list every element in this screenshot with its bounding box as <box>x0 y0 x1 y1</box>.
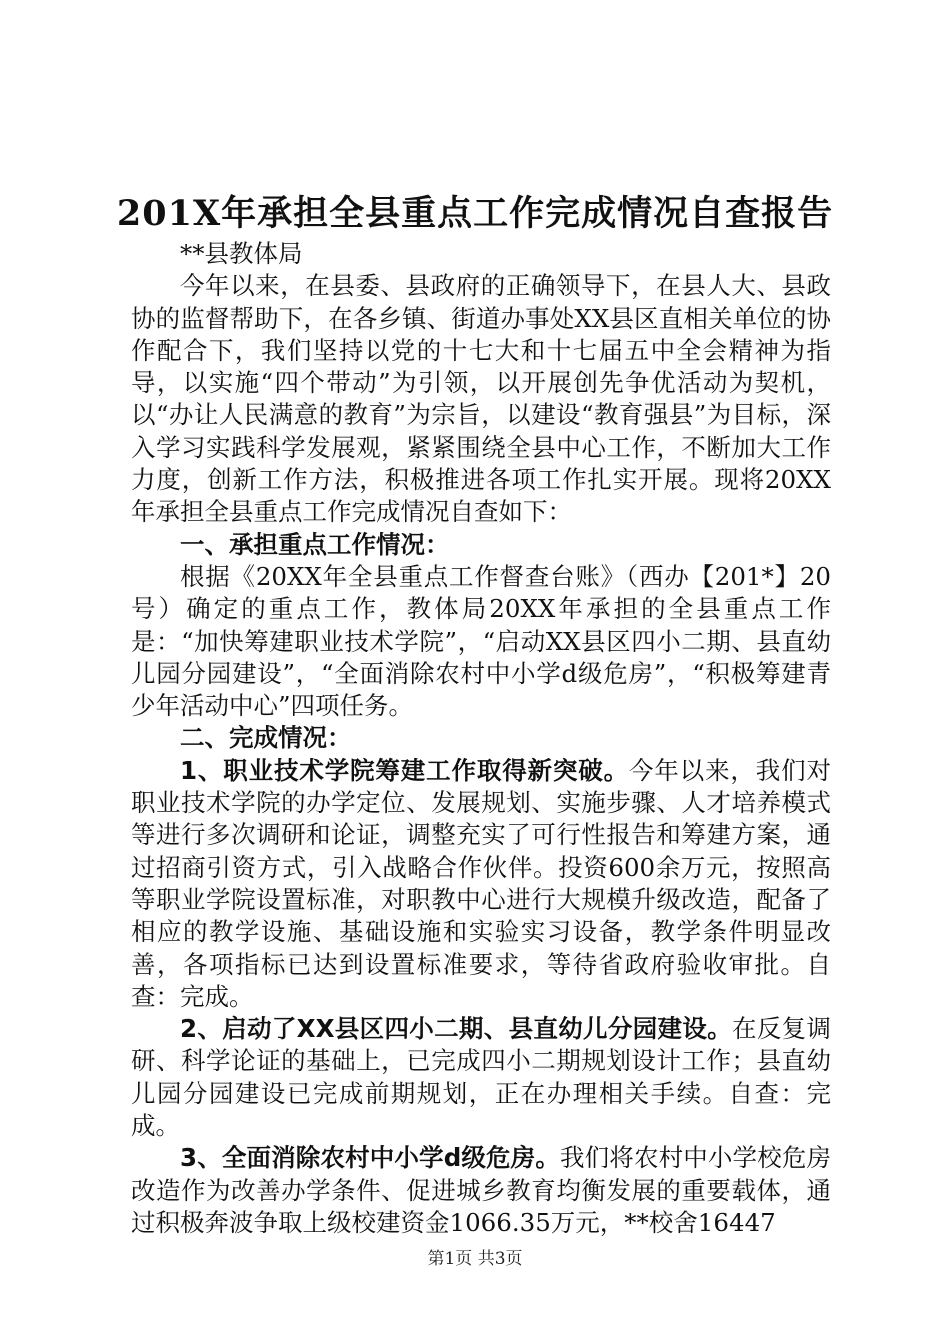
item-paragraph-1 <box>131 755 831 1013</box>
item-lead-3: 3、全面消除农村中小学d级危房。 <box>180 1143 560 1173</box>
document-title: 201X年承担全县重点工作完成情况自查报告 <box>116 193 834 234</box>
item-text-1: 今年以来，我们对职业技术学院的办学定位、发展规划、实施步骤、人才培养模式等进行多次调研和论证，调整充实了可行性报告和筹建方案，通过招商引资方式，引入战略合作伙伴。投资600余万元，按照高等职业学院设置标准，对职教中心进行大规模升级改造，配备了相应的教学设施、基础设施和实验实习设备，教学条件明显改善，各项指标已达到设置标准要求，等待省政府验收审批。自查：完成。 <box>131 755 832 1011</box>
item-paragraph-2 <box>131 1013 831 1142</box>
section-1-paragraph: 根据《20XX年全县重点工作督查台账》（西办【201*】20号）确定的重点工作，教体局20XX年承担的全县重点工作是：“加快筹建职业技术学院”，“启动XX县区四小二期、县直幼儿园分园建设”，“全面消除农村中小学d级危房”，“积极筹建青少年活动中心”四项任务。 <box>131 561 831 721</box>
document-body <box>131 238 831 1239</box>
section-heading-2: 二、完成情况： <box>180 723 352 753</box>
organization-name: **县教体局 <box>180 239 303 268</box>
item-text-2: 在反复调研、科学论证的基础上，已完成四小二期规划设计工作；县直幼儿园分园建设已完成前期规划，正在办理相关手续。自查：完成。 <box>131 1014 831 1141</box>
item-lead-1: 1、职业技术学院筹建工作取得新突破。 <box>180 755 629 785</box>
page-footer: 第1页 共3页 <box>427 1249 523 1269</box>
intro-paragraph: 今年以来，在县委、县政府的正确领导下，在县人大、县政协的监督帮助下，在各乡镇、街道办事处XX县区直相关单位的协作配合下，我们坚持以党的十七大和十七届五中全会精神为指导，以实施“四个带动”为引领，以开展创先争优活动为契机，以“办让人民满意的教育”为宗旨，以建设“教育强县”为目标，深入学习实践科学发展观，紧紧围绕全县中心工作，不断加大工作力度，创新工作方法，积极推进各项工作扎实开展。现将20XX年承担全县重点工作完成情况自查如下： <box>131 271 831 527</box>
section-heading-1: 一、承担重点工作情况： <box>180 529 450 559</box>
item-lead-2: 2、启动了XX县区四小二期、县直幼儿分园建设。 <box>180 1014 733 1044</box>
item-paragraph-3 <box>131 1142 831 1239</box>
item-text-3: 我们将农村中小学校危房改造作为改善办学条件、促进城乡教育均衡发展的重要载体，通过积极奔波争取上级校建资金1066.35万元，**校舍16447 <box>131 1143 832 1237</box>
